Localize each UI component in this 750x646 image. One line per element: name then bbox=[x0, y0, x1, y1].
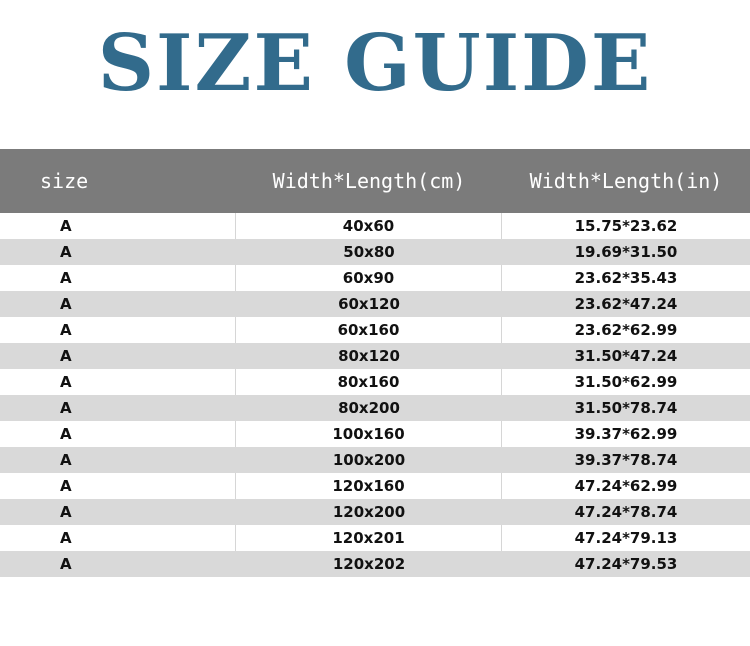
cm-cell: 60x160 bbox=[236, 317, 502, 343]
inch-cell: 31.50*62.99 bbox=[574, 373, 678, 391]
inch-cell: 31.50*47.24 bbox=[574, 347, 678, 365]
table-row bbox=[0, 525, 750, 551]
cm-cell: 120x201 bbox=[236, 525, 502, 551]
inch-cell: 47.24*62.99 bbox=[574, 477, 678, 495]
cm-cell: 80x200 bbox=[338, 399, 400, 417]
inch-cell: 23.62*62.99 bbox=[574, 321, 678, 339]
size-cell: A bbox=[0, 317, 236, 343]
table-row bbox=[0, 421, 750, 447]
cm-cell: 40x60 bbox=[236, 213, 502, 239]
inch-cell: 39.37*62.99 bbox=[574, 425, 678, 443]
size-cell: A bbox=[60, 555, 72, 573]
inch-cell: 47.24*79.13 bbox=[574, 529, 678, 547]
cm-cell: 60x90 bbox=[236, 265, 502, 291]
size-table bbox=[0, 149, 750, 577]
cm-cell: 120x202 bbox=[332, 555, 406, 573]
header-inch: Width*Length(in) bbox=[529, 169, 723, 193]
table-row bbox=[0, 317, 750, 343]
table-row bbox=[0, 213, 750, 239]
inch-cell: 23.62*47.24 bbox=[574, 295, 678, 313]
size-cell: A bbox=[0, 421, 236, 447]
inch-cell: 23.62*35.43 bbox=[574, 269, 678, 287]
table-row bbox=[0, 473, 750, 499]
cm-cell: 120x160 bbox=[236, 473, 502, 499]
inch-cell: 19.69*31.50 bbox=[574, 243, 678, 261]
size-cell: A bbox=[0, 473, 236, 499]
size-cell: A bbox=[60, 451, 72, 469]
page-title: SIZE GUIDE bbox=[97, 18, 653, 109]
size-cell: A bbox=[0, 265, 236, 291]
inch-cell: 39.37*78.74 bbox=[574, 451, 678, 469]
inch-cell: 15.75*23.62 bbox=[574, 217, 678, 235]
table-row bbox=[0, 499, 750, 525]
cm-cell: 120x200 bbox=[332, 503, 406, 521]
table-row bbox=[0, 291, 750, 317]
table-row bbox=[0, 239, 750, 265]
cm-cell: 50x80 bbox=[343, 243, 395, 261]
cm-cell: 100x200 bbox=[332, 451, 406, 469]
size-cell: A bbox=[60, 243, 72, 261]
size-cell: A bbox=[60, 295, 72, 313]
inch-cell: 47.24*79.53 bbox=[574, 555, 678, 573]
size-cell: A bbox=[60, 503, 72, 521]
header-size: size bbox=[40, 169, 89, 193]
cm-cell: 100x160 bbox=[236, 421, 502, 447]
table-body bbox=[0, 213, 750, 577]
cm-cell: 80x160 bbox=[236, 369, 502, 395]
table-row bbox=[0, 551, 750, 577]
header-cm: Width*Length(cm) bbox=[272, 169, 466, 193]
size-cell: A bbox=[60, 399, 72, 417]
table-row bbox=[0, 395, 750, 421]
size-cell: A bbox=[60, 347, 72, 365]
inch-cell: 47.24*78.74 bbox=[574, 503, 678, 521]
table-row bbox=[0, 265, 750, 291]
table-row bbox=[0, 447, 750, 473]
size-cell: A bbox=[0, 369, 236, 395]
table-row bbox=[0, 343, 750, 369]
table-header bbox=[0, 149, 750, 213]
size-cell: A bbox=[0, 525, 236, 551]
size-cell: A bbox=[0, 213, 236, 239]
table-row bbox=[0, 369, 750, 395]
cm-cell: 60x120 bbox=[338, 295, 400, 313]
inch-cell: 31.50*78.74 bbox=[574, 399, 678, 417]
cm-cell: 80x120 bbox=[338, 347, 400, 365]
